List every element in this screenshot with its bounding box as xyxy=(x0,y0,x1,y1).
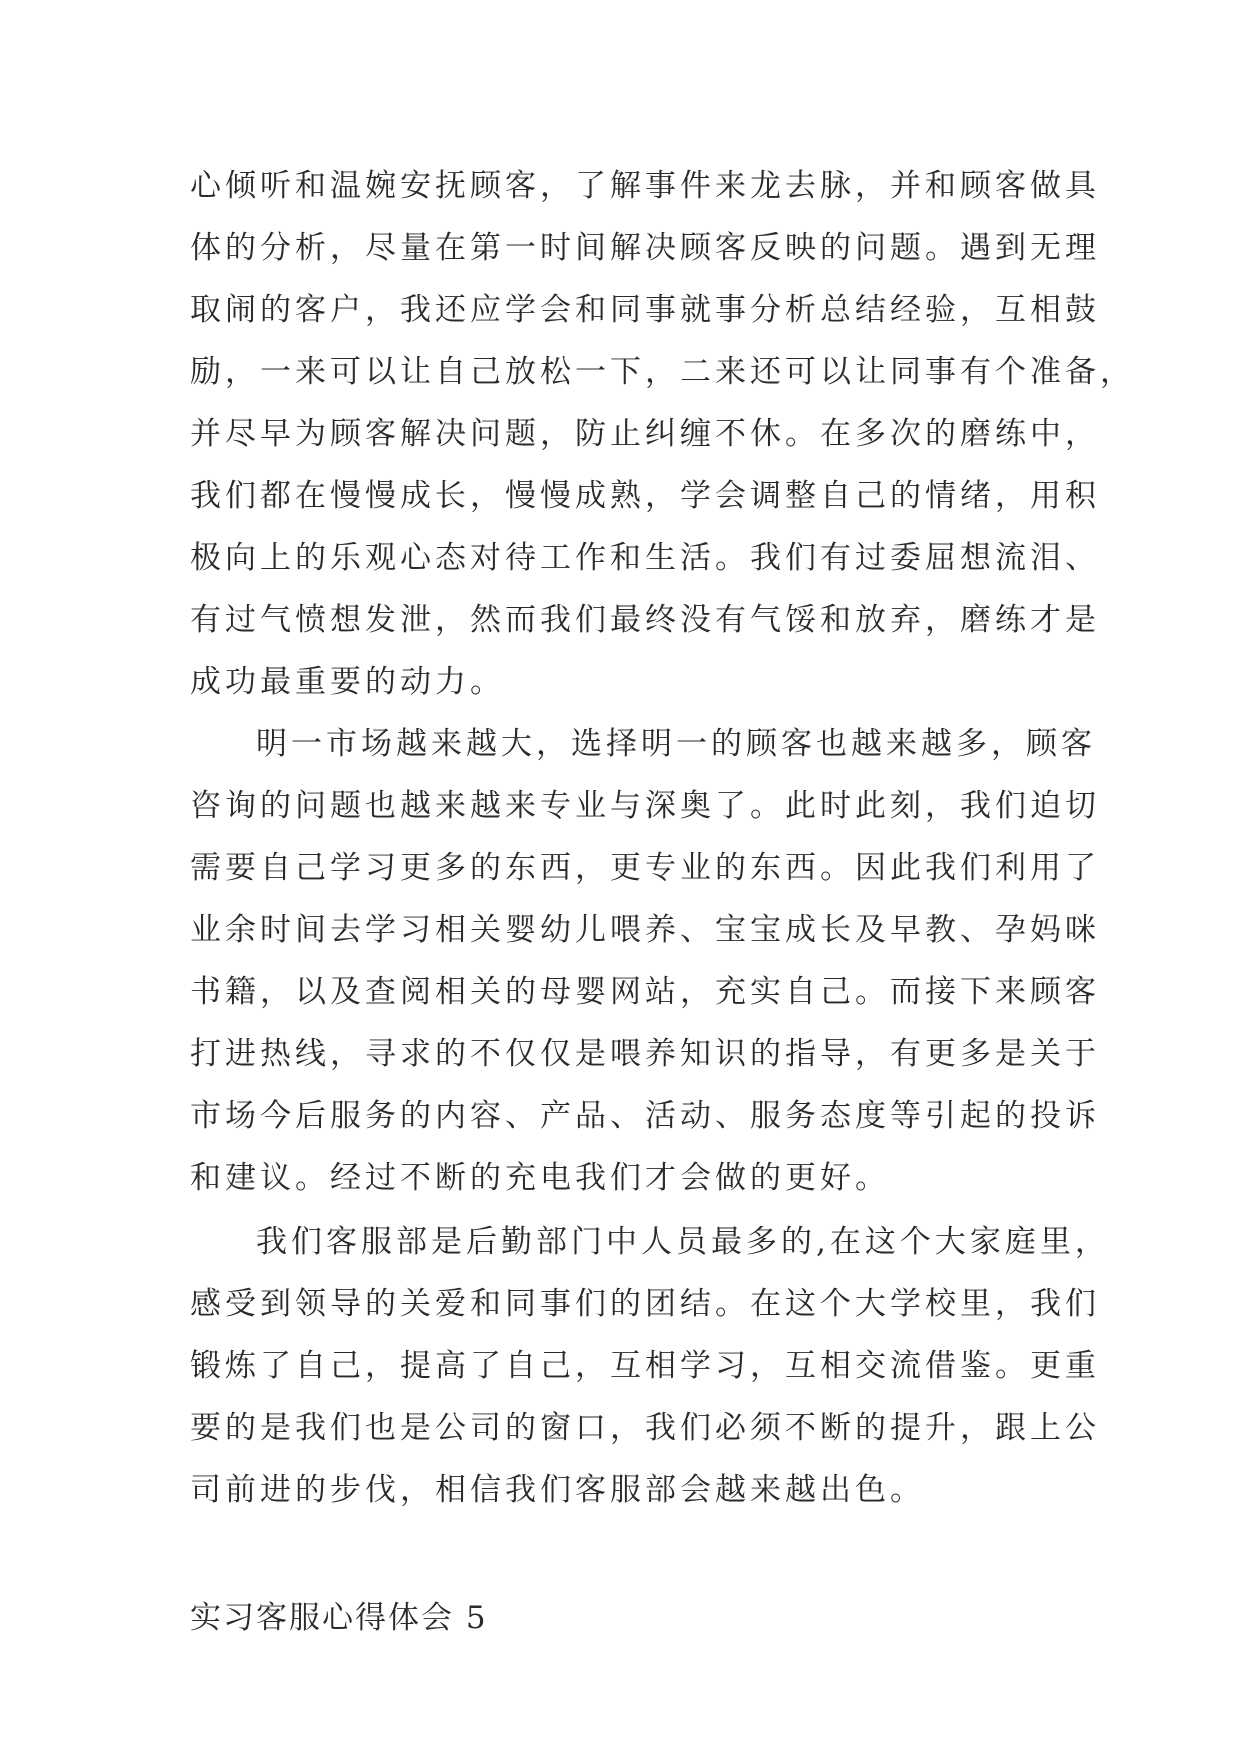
paragraph-2-line-1: 明一市场越来越大，选择明一的顾客也越来越多，顾客 xyxy=(256,726,1096,762)
paragraph-1-line-8: 有过气愤想发泄，然而我们最终没有气馁和放弃，磨练才是 xyxy=(190,602,1100,638)
paragraph-2-line-3: 需要自己学习更多的东西，更专业的东西。因此我们利用了 xyxy=(190,850,1100,886)
paragraph-1-line-4: 励，一来可以让自己放松一下，二来还可以让同事有个准备， xyxy=(190,354,1135,390)
paragraph-1-line-7: 极向上的乐观心态对待工作和生活。我们有过委屈想流泪、 xyxy=(190,540,1100,576)
paragraph-3-line-4: 要的是我们也是公司的窗口，我们必须不断的提升，跟上公 xyxy=(190,1410,1100,1446)
paragraph-2-line-2: 咨询的问题也越来越来专业与深奥了。此时此刻，我们迫切 xyxy=(190,788,1100,824)
paragraph-1-line-3: 取闹的客户，我还应学会和同事就事分析总结经验，互相鼓 xyxy=(190,292,1100,328)
paragraph-1-line-5: 并尽早为顾客解决问题，防止纠缠不休。在多次的磨练中， xyxy=(190,416,1100,452)
paragraph-3-line-3: 锻炼了自己，提高了自己，互相学习，互相交流借鉴。更重 xyxy=(190,1348,1100,1384)
paragraph-2-line-5: 书籍，以及查阅相关的母婴网站，充实自己。而接下来顾客 xyxy=(190,974,1100,1010)
paragraph-3-line-1: 我们客服部是后勤部门中人员最多的,在这个大家庭里， xyxy=(256,1224,1110,1260)
paragraph-2-line-7: 市场今后服务的内容、产品、活动、服务态度等引起的投诉 xyxy=(190,1098,1100,1134)
paragraph-2-line-8: 和建议。经过不断的充电我们才会做的更好。 xyxy=(190,1160,890,1196)
section-heading: 实习客服心得体会 5 xyxy=(190,1600,488,1636)
paragraph-1-line-9: 成功最重要的动力。 xyxy=(190,664,505,700)
paragraph-1-line-1: 心倾听和温婉安抚顾客，了解事件来龙去脉，并和顾客做具 xyxy=(190,168,1100,204)
paragraph-3-line-2: 感受到领导的关爱和同事们的团结。在这个大学校里，我们 xyxy=(190,1286,1100,1322)
paragraph-1-line-2: 体的分析，尽量在第一时间解决顾客反映的问题。遇到无理 xyxy=(190,230,1100,266)
paragraph-2-line-4: 业余时间去学习相关婴幼儿喂养、宝宝成长及早教、孕妈咪 xyxy=(190,912,1100,948)
paragraph-3-line-5: 司前进的步伐，相信我们客服部会越来越出色。 xyxy=(190,1472,925,1508)
paragraph-2-line-6: 打进热线，寻求的不仅仅是喂养知识的指导，有更多是关于 xyxy=(190,1036,1100,1072)
paragraph-1-line-6: 我们都在慢慢成长，慢慢成熟，学会调整自己的情绪，用积 xyxy=(190,478,1100,514)
